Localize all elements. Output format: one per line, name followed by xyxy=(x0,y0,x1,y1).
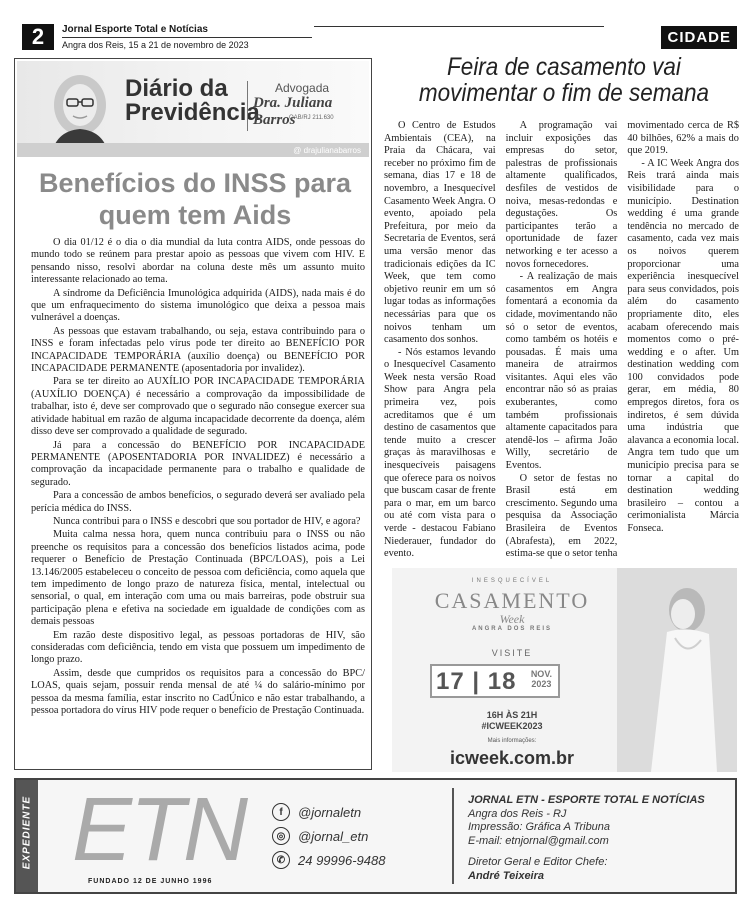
ad-month-year: NOV. 2023 xyxy=(530,669,552,689)
ad-hashtag: #ICWEEK2023 xyxy=(481,721,543,731)
paragraph: Em razão deste dispositivo legal, as pessoas portadoras de HIV, são consideradas com deficiência, tendo em vista que possuem um impedimento de longo prazo. xyxy=(31,629,365,666)
publication-name: Jornal Esporte Total e Notícias xyxy=(62,24,208,35)
page-header xyxy=(14,22,737,54)
expediente-details xyxy=(468,794,705,884)
author-oab: OAB/RJ 211.630 xyxy=(289,115,334,121)
paragraph: Para se ter direito ao AUXÍLIO POR INCAPACIDADE TEMPORÁRIA (AUXÍLIO DOENÇA) é necessário a comprovação da impossibilidade de trabalhar, isto é, deve ser comprovado que o segurado não consegue exercer sua atividade habitual em razão de alguma incapacidade decorrente da doença, além disso deve ser comprovado a qualidade de segurado. xyxy=(31,376,365,438)
paragraph: Já para a concessão do BENEFÍCIO POR INCAPACIDADE PERMANENTE (APOSENTADORIA POR INVALIDEZ) é necessário a comprovação da incapacidade permanente para o trabalho e qualidade de segurado. xyxy=(31,439,365,488)
ad-week: Week xyxy=(499,612,525,626)
paragraph: Assim, desde que cumpridos os requisitos para a concessão do BPC/ LOAS, quais sejam, possuir renda mensal de até ¼ do salário-mínimo por pessoa da mesma família, estar inscrito no CadÚnico e não estar trabalhando, a pessoa portadora do vírus HIV pode requer o benefício de Prestação Continuada. xyxy=(31,667,365,717)
section-label: CIDADE xyxy=(661,26,737,49)
paper-printing: Impressão: Gráfica A Tribuna xyxy=(468,821,611,834)
paragraph: O Centro de Estudos Ambientais (CEA), na Praia da Chácara, vai receber no próximo fim de semana, dias 17 e 18 de novembro, a Inesquecível Casamento Week Angra. O evento, apoiado pela Prefeitura, por meio da Secretaria de Eventos, será uma versão menor das tradicionais edições da IC Week, que tem como objetivo reunir em um só lugar todas as informações necessárias para que os noivos tenham um casamento dos sonhos. xyxy=(384,120,496,346)
whatsapp-icon: ✆ xyxy=(272,851,290,869)
ad-days: 17 | 18 xyxy=(436,668,517,695)
ad-time: 16H ÀS 21H xyxy=(486,710,538,720)
paragraph: O dia 01/12 é o dia o dia mundial da luta contra AIDS, onde pessoas do mundo todo se reúnem para prestar apoio as pessoas que vivem com HIV. E pensando nisso, resolvi abordar na coluna deste mês um assunto muito interessante relacionado ao tema. xyxy=(31,237,365,286)
instagram-contact[interactable]: ◎ @jornal_etn xyxy=(272,826,368,846)
facebook-contact[interactable]: f @jornaletn xyxy=(272,802,361,822)
ad-brand: CASAMENTO xyxy=(434,588,590,613)
author-role: Advogada xyxy=(275,81,330,95)
director-label: Diretor Geral e Editor Chefe: xyxy=(468,856,608,869)
paragraph: A programação vai incluir exposições das empresas do setor, palestras de profissionais altamente qualificados, desfiles de vestidos de noiva, mesas-redondas e degustações. Os participantes terão a oportunidade de fazer networking e ter acesso a novos fornecedores. xyxy=(505,120,618,270)
ad-brand-small: INESQUECÍVEL xyxy=(471,578,553,584)
founded-date: FUNDADO 12 DE JUNHO 1996 xyxy=(88,878,213,885)
paper-name: JORNAL ETN - ESPORTE TOTAL E NOTÍCIAS xyxy=(468,794,705,806)
paragraph: Nunca contribui para o INSS e descobri que sou portador de HIV, e agora? xyxy=(53,515,361,527)
ad-website[interactable]: icweek.com.br xyxy=(449,748,575,768)
handle-bar xyxy=(17,143,369,157)
banner-divider xyxy=(247,81,248,131)
ad-place: ANGRA DOS REIS xyxy=(471,626,553,632)
expediente-divider xyxy=(452,788,454,884)
ic-week-advertisement xyxy=(392,568,737,772)
ad-info-label: Mais informações: xyxy=(487,738,537,744)
paragraph: As pessoas que estavam trabalhando, ou seja, estava contribuindo para o INSS e foram infectadas pelo vírus pode ter direito ao BENEFÍCIO POR INCAPACIDADE TEMPORÁRIA (auxílio doença) ou BENEFÍCIO POR INCAPACIDADE PERMANENTE (aposentadoria por invalidez). xyxy=(31,325,365,375)
paragraph: - A IC Week Angra dos Reis trará ainda mais visibilidade para o município. Destination wedding é uma grande tendência no mercado de casamento, cada vez mais os noivos querem proporcionar uma experiência inesquecível para seus convidados, pois além do casamento propriamente dito, eles acabam oferecendo mais momentos como o pré-wedding e o after. Um destination wedding com 100 convidados pode gerar, em média, 80 empregos diretos, fora os indiretos, é sem dúvida uma indústria que alavanca a economia local. Angra tem tudo que um município precisa para se tornar a capital do destination wedding brasileiro – contou a cerimonialista Márcia Fonseca. xyxy=(627,157,739,534)
section-rule xyxy=(314,26,604,27)
author-handle: @ drajulianabarros xyxy=(293,146,361,155)
paragraph: Para a concessão de ambos benefícios, o segurado deverá ser avaliado pela perícia médica do INSS. xyxy=(31,490,365,514)
article-body xyxy=(31,237,365,718)
paragraph: A síndrome da Deficiência Imunológica adquirida (AIDS), nada mais é do que um enfraquecimento do sistema imunológico que deixa a pessoa mais vulnerável a doenças. xyxy=(31,287,365,324)
instagram-icon: ◎ xyxy=(272,827,290,845)
paragraph: - Nós estamos levando o Inesquecível Casamento Week nesta versão Road Show para Angra pela primeira vez, pois acreditamos que é um destino de casamentos que tende muito a crescer graças às maravilhosas e inesquecíveis paisagens que oferece para os noivos que buscam casar de frente para o mar, em um barco ou até com vista para o verde - destacou Fabiano Niederauer, fundador do evento. xyxy=(384,346,496,560)
ad-visit-label: VISITE xyxy=(491,648,533,658)
expediente-sidebar xyxy=(16,780,38,892)
column-banner xyxy=(17,61,369,157)
whatsapp-contact[interactable]: ✆ 24 99996-9488 xyxy=(272,850,385,870)
page-number: 2 xyxy=(22,24,54,50)
expediente-box xyxy=(14,778,737,894)
author-name: Dra. Juliana Barros xyxy=(253,95,333,128)
paragraph: O setor de festas no Brasil está em crescimento. Segundo uma pesquisa da Associação Brasileira de Eventos (Abrafesta), em 2022, estima-se que o setor tenha movimentado cerca de R$ 40 bilhões, 62% a mais do que 2019. xyxy=(505,120,739,560)
facebook-icon: f xyxy=(272,803,290,821)
ad-date-box xyxy=(430,664,560,698)
wedding-article-body xyxy=(384,120,739,568)
paragraph: Muita calma nessa hora, quem nunca contribuiu para o INSS ou não preenche os requisitos para a concessão dos benefícios listados acima, pode requerer o Benefício de Prestação Continuada (BPC/LOAS), pois a Lei 13.146/2005 estabeleceu o conceito de pessoa com deficiência, como aquela que tem impedimento de longo prazo de natureza física, mental, intelectual ou sensorial, o qual, em interação com uma ou mais barreiras, pode obstruir sua participação plena e efetiva na sociedade em igualdade de condições com as demais pessoas xyxy=(31,529,365,628)
edition-date: Angra dos Reis, 15 a 21 de novembro de 2023 xyxy=(62,40,249,50)
bride-photo xyxy=(617,568,737,772)
director-name: André Teixeira xyxy=(468,869,545,882)
etn-logo: ETN xyxy=(72,780,246,880)
header-rule xyxy=(62,37,312,38)
previdencia-column xyxy=(14,58,372,770)
article-title: Benefícios do INSS para quem tem Aids xyxy=(38,168,352,230)
paragraph: - A realização de mais casamentos em Angra fomentará a economia da cidade, movimentando não só o setor de eventos, como também os hotéis e pousadas. É mais uma maneira de atrairmos visitantes. Aqui eles vão encontrar não só as praias exuberantes, como também profissionais altamente capacitados para atendê-los – afirma João Willy, secretário de Eventos. xyxy=(505,271,618,472)
paper-city: Angra dos Reis - RJ xyxy=(468,807,567,820)
expediente-label: EXPEDIENTE xyxy=(21,795,33,870)
column-title: Diário da Previdência xyxy=(125,75,260,126)
wedding-article-title: Feira de casamento vai movimentar o fim de semana xyxy=(418,53,710,107)
paper-email[interactable]: E-mail: etnjornal@gmail.com xyxy=(468,834,609,847)
